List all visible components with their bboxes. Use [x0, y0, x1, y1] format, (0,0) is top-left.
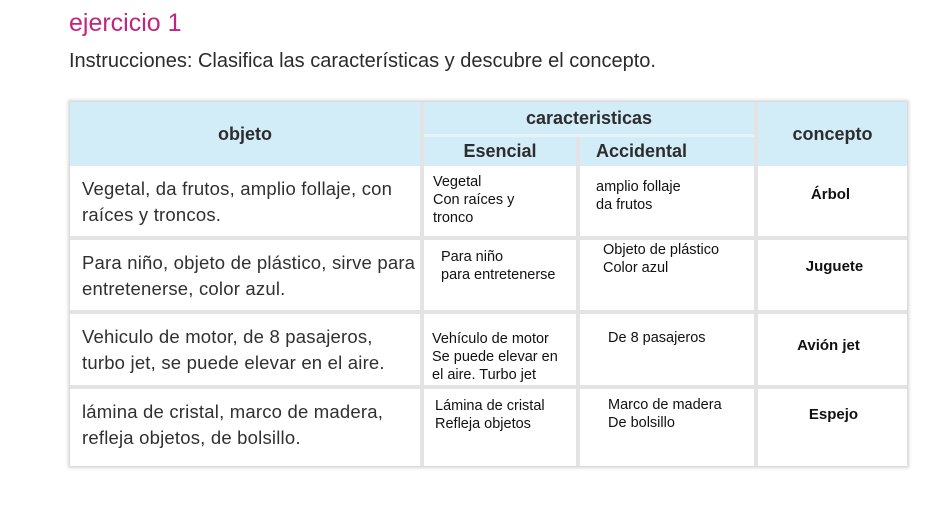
- header-concepto-label: concepto: [792, 123, 873, 144]
- instructions-text: Instrucciones: Clasifica las características y descubre el concepto.: [69, 50, 656, 72]
- column-divider: [754, 102, 758, 466]
- table-row-concepto: Espejo: [808, 406, 859, 423]
- row-divider: [70, 310, 907, 314]
- table-row-accidental: Objeto de plástico Color azul: [603, 242, 720, 276]
- header-caracteristicas: [424, 102, 754, 134]
- header-objeto-label: objeto: [218, 123, 272, 144]
- row-divider: [70, 236, 907, 240]
- exercise-title: ejercicio 1: [69, 9, 182, 37]
- column-divider: [420, 102, 424, 466]
- table-row-esencial: Lámina de cristal Refleja objetos: [435, 398, 545, 432]
- header-objeto: [70, 102, 420, 166]
- table-row-accidental: Marco de madera De bolsillo: [608, 397, 722, 431]
- header-esencial-label: Esencial: [463, 141, 537, 161]
- table-row-concepto: Juguete: [805, 258, 864, 275]
- table-row-accidental: amplio follaje da frutos: [596, 179, 681, 213]
- table-row-esencial: Vehículo de motor Se puede elevar en el aire. Turbo jet: [432, 331, 558, 383]
- table-row-objeto: Vegetal, da frutos, amplio follaje, con raíces y troncos.: [82, 178, 393, 225]
- table-row-accidental: De 8 pasajeros: [608, 330, 706, 346]
- column-divider: [576, 137, 580, 466]
- table-row-esencial: Para niño para entretenerse: [441, 249, 556, 283]
- table-row-concepto: Árbol: [810, 186, 851, 203]
- classification-table: [70, 102, 907, 466]
- row-divider: [70, 385, 907, 389]
- header-esencial: [424, 137, 576, 166]
- header-accidental-label: Accidental: [596, 141, 688, 161]
- table-row-concepto: Avión jet: [797, 337, 860, 354]
- table-row-objeto: lámina de cristal, marco de madera, refleja objetos, de bolsillo.: [82, 401, 384, 448]
- table-row-esencial: Vegetal Con raíces y tronco: [433, 174, 515, 226]
- header-caracteristicas-label: caracteristicas: [525, 107, 653, 128]
- table-row-objeto: Para niño, objeto de plástico, sirve para entretenerse, color azul.: [82, 252, 416, 299]
- table-row-objeto: Vehiculo de motor, de 8 pasajeros, turbo jet, se puede elevar en el aire.: [82, 326, 385, 373]
- header-accidental: [580, 137, 754, 166]
- header-concepto: [758, 102, 907, 166]
- header-divider: [424, 134, 754, 137]
